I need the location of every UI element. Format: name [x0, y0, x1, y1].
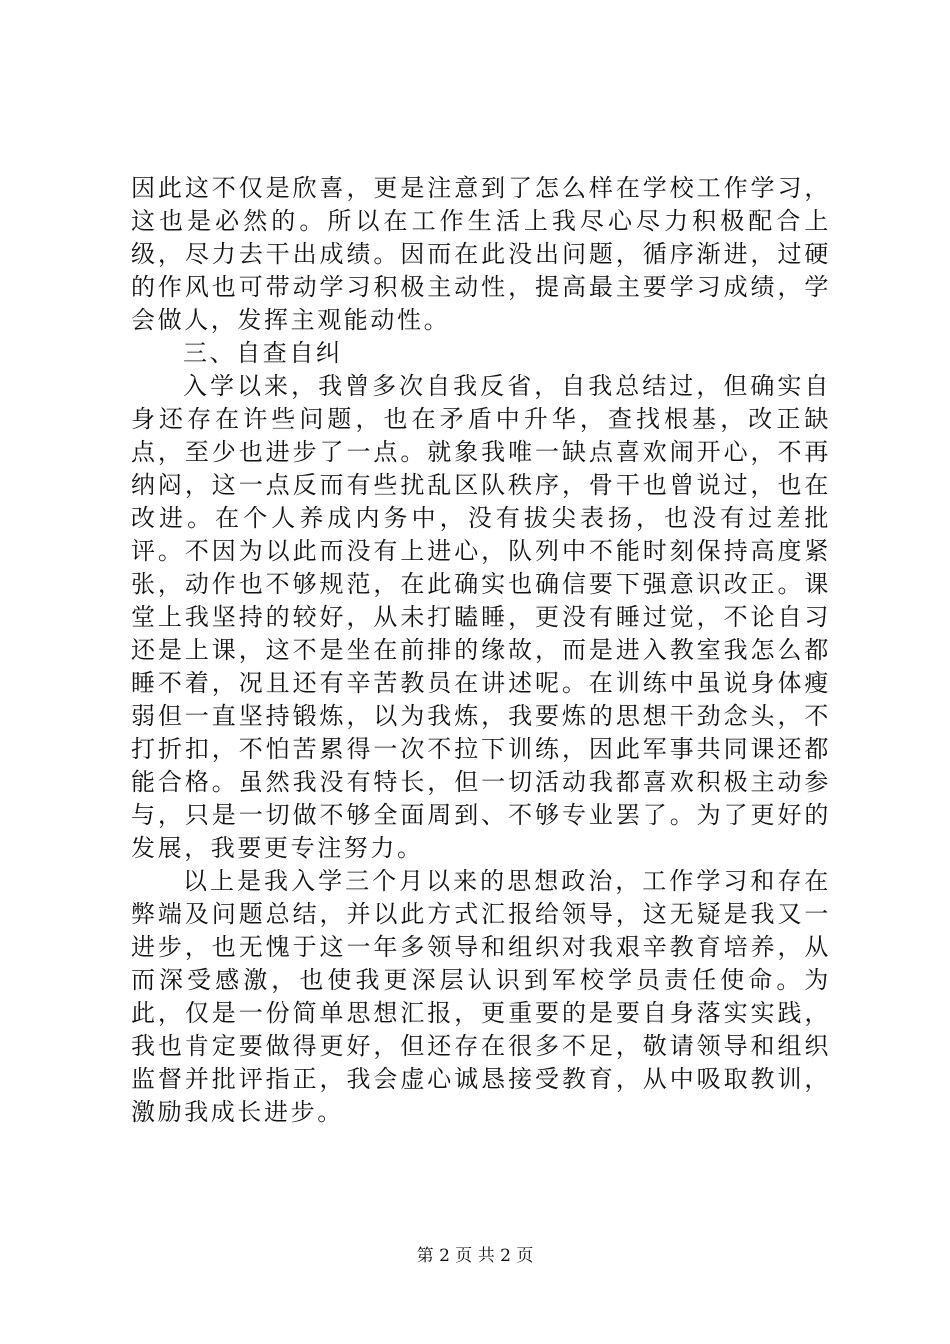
paragraph-summary: 以上是我入学三个月以来的思想政治，工作学习和存在弊端及问题总结，并以此方式汇报给领导，这无疑是我又一进步，也无愧于这一年多领导和组织对我艰辛教育培养，从而深受感激，也使我更深层认识到军校学员责任使命。为此，仅是一份简单思想汇报，更重要的是要自身落实实践，我也肯定要做得更好，但还存在很多不足，敬请领导和组织监督并批评指正，我会虚心诚恳接受教育，从中吸取教训，激励我成长进步。 — [131, 867, 831, 1126]
document-body — [131, 172, 831, 1129]
paragraph-self-check: 入学以来，我曾多次自我反省，自我总结过，但确实自身还存在许些问题，也在矛盾中升华，查找根基，改正缺点，至少也进步了一点。就象我唯一缺点喜欢闹开心，不再纳闷，这一点反而有些扰乱区队秩序，骨干也曾说过，也在改进。在个人养成内务中，没有拔尖表扬，也没有过差批评。不因为以此而没有上进心，队列中不能时刻保持高度紧张，动作也不够规范，在此确实也确信要下强意识改正。课堂上我坚持的较好，从未打瞌睡，更没有睡过觉，不论自习还是上课，这不是坐在前排的缘故，而是进入教室我怎么都睡不着，况且还有辛苦教员在讲述呢。在训练中虽说身体瘦弱但一直坚持锻炼，以为我炼，我要炼的思想干劲念头，不打折扣，不怕苦累得一次不拉下训练，因此军事共同课还都能合格。虽然我没有特长，但一切活动我都喜欢积极主动参与，只是一切做不够全面周到、不够专业罢了。为了更好的发展，我要更专注努力。 — [131, 372, 831, 862]
section-heading-self-check: 三、自查自纠 — [183, 339, 343, 367]
page-number-footer: 第 2 页 共 2 页 — [416, 1246, 534, 1266]
paragraph-continuation: 因此这不仅是欣喜，更是注意到了怎么样在学校工作学习，这也是必然的。所以在工作生活上我尽心尽力积极配合上级，尽力去干出成绩。因而在此没出问题，循序渐进，过硬的作风也可带动学习积极主动性，提高最主要学习成绩，学会做人，发挥主观能动性。 — [131, 174, 831, 334]
